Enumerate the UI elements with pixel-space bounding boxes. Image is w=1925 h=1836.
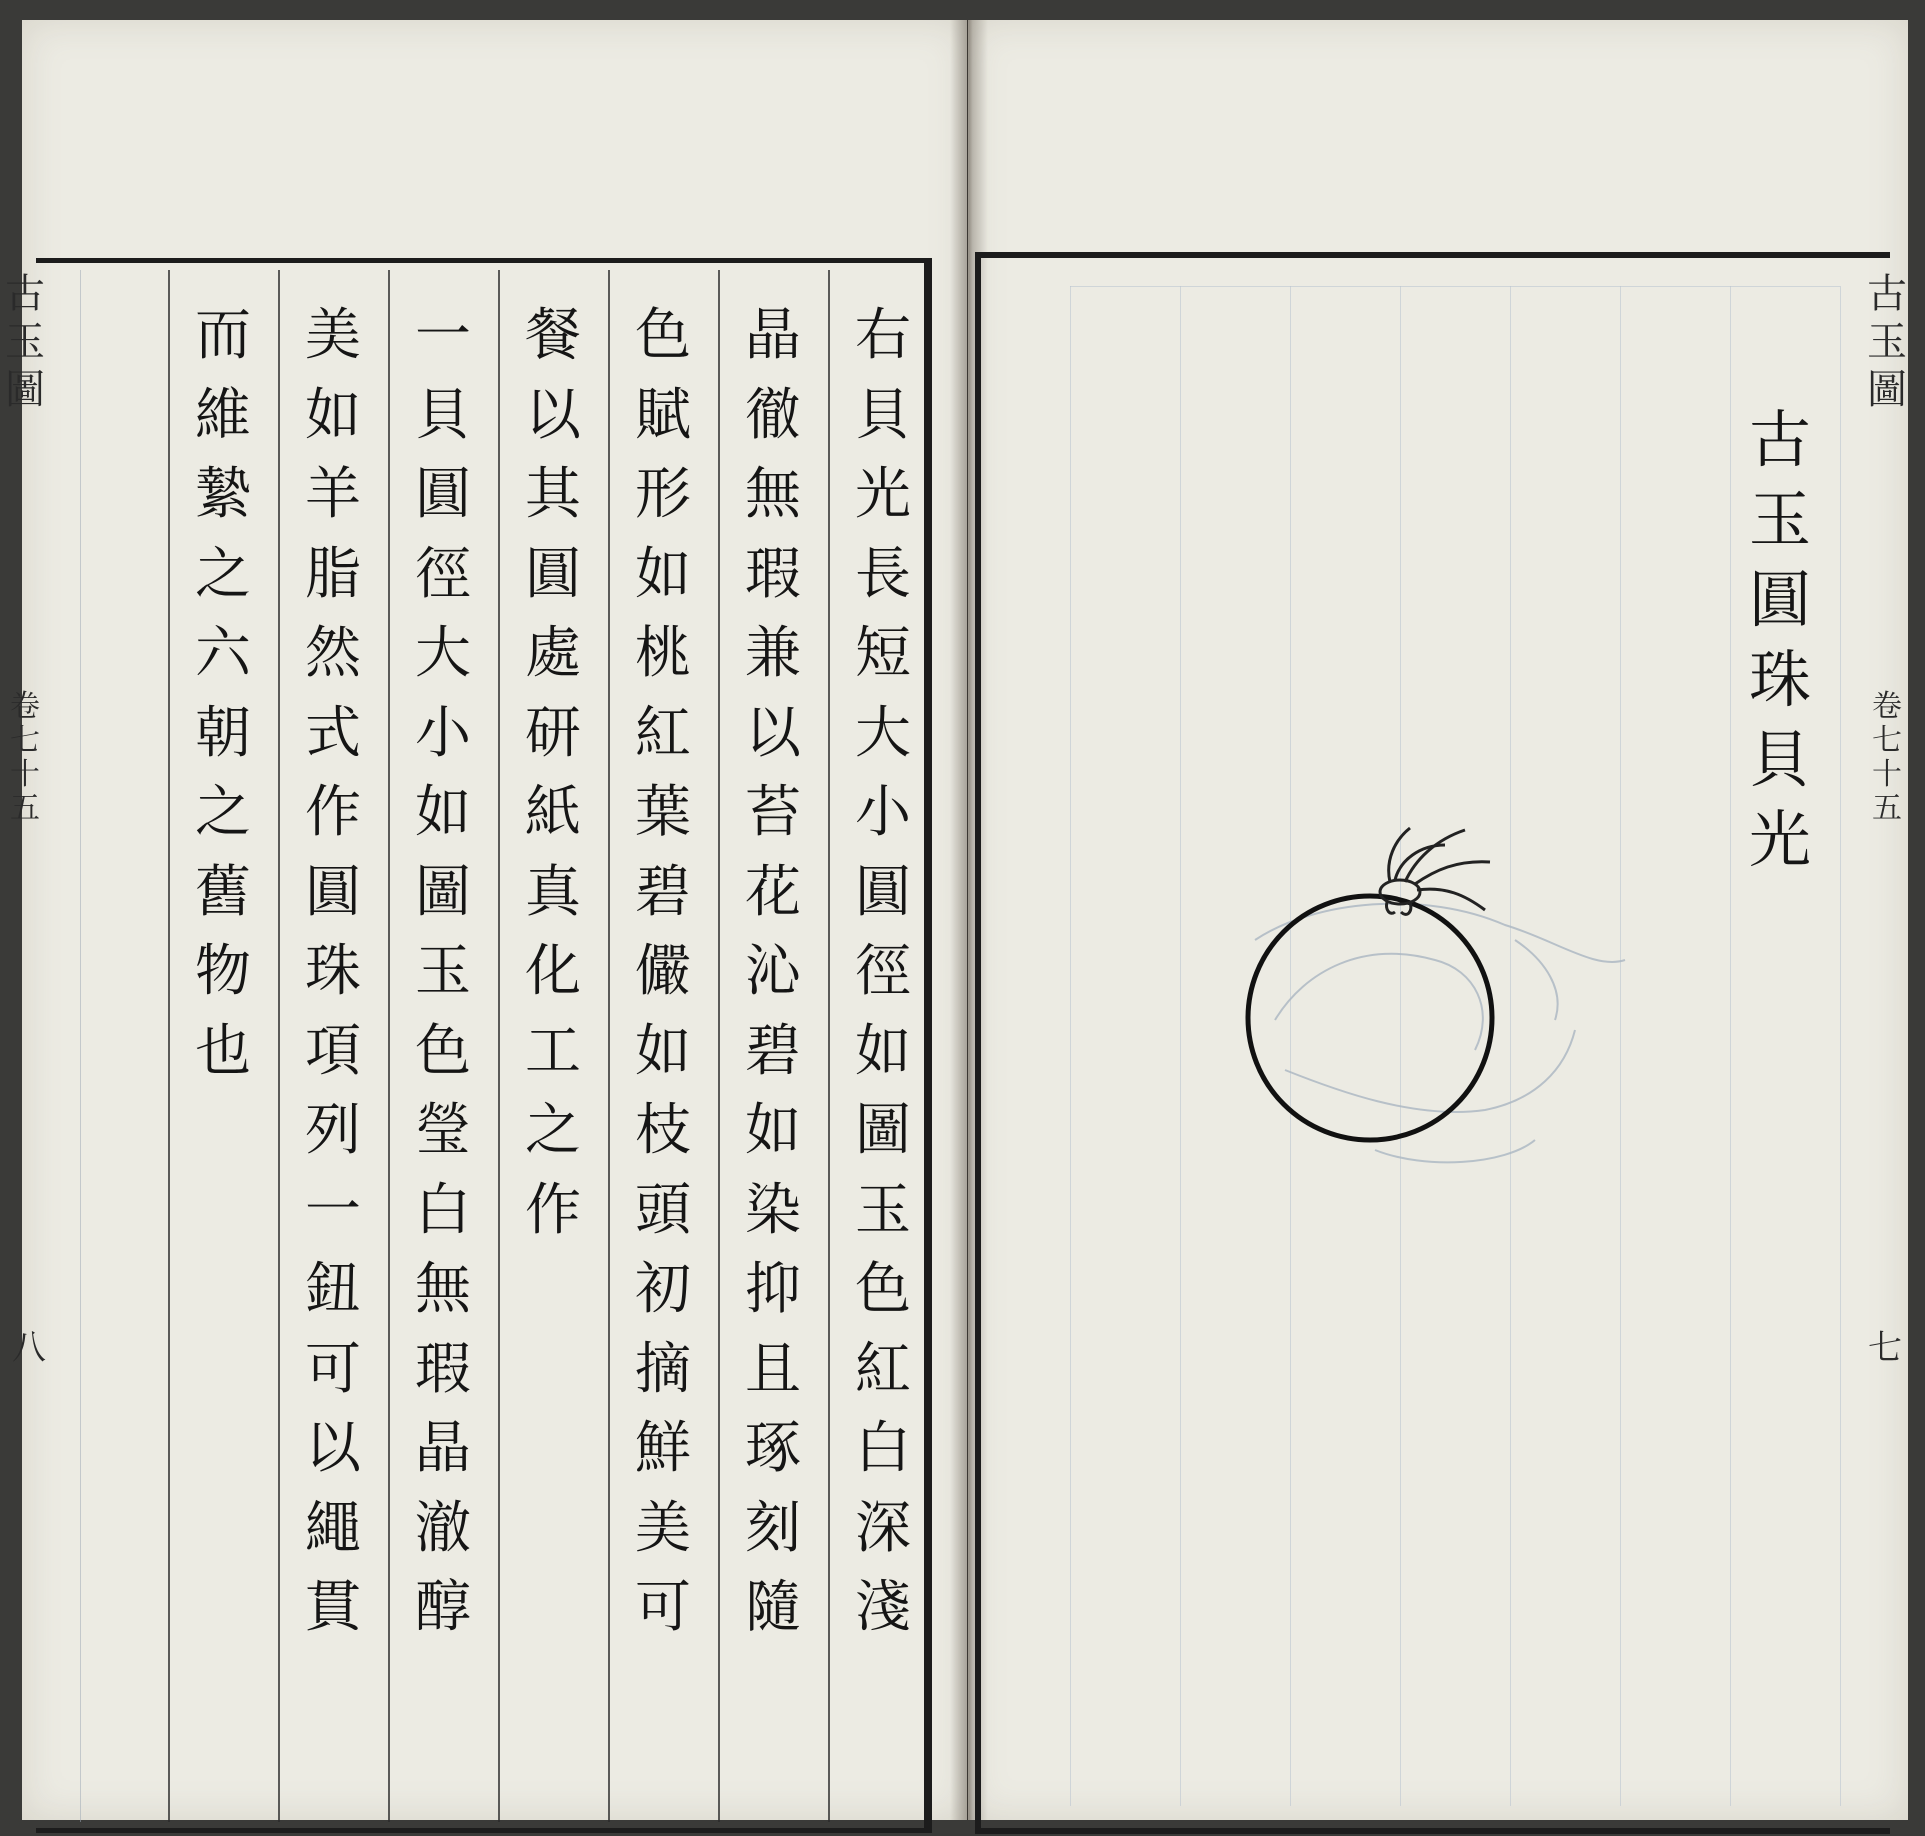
text-character: 貝: [415, 382, 471, 448]
text-column-6: [278, 270, 388, 1822]
text-column-7: [168, 270, 278, 1822]
text-character: 貫: [305, 1575, 361, 1640]
text-character: 列: [305, 1098, 361, 1163]
text-character: 大: [855, 700, 911, 766]
text-character: 晶: [745, 303, 801, 368]
text-character: 無: [745, 462, 801, 527]
left-margin-page: 八: [12, 1328, 46, 1368]
text-character: 儼: [635, 939, 691, 1004]
text-character: 摘: [635, 1336, 691, 1402]
text-character: 作: [525, 1177, 581, 1243]
text-character: 小: [855, 780, 911, 845]
text-character: 長: [855, 541, 911, 607]
margin-character: 五: [10, 791, 40, 826]
text-character: 朝: [195, 700, 251, 766]
text-character: 鮮: [635, 1416, 691, 1481]
text-character: 光: [855, 462, 911, 527]
title-character: 光: [1748, 803, 1811, 876]
text-character: 碧: [745, 1018, 801, 1084]
text-character: 縶: [195, 462, 251, 527]
margin-character: 古: [1867, 271, 1907, 317]
margin-character: 七: [10, 723, 40, 758]
text-character: 淺: [855, 1575, 911, 1640]
text-character: 花: [745, 859, 801, 925]
text-character: 美: [305, 303, 361, 368]
text-character: 圓: [415, 462, 471, 527]
text-character: 徑: [855, 939, 911, 1004]
margin-character: 七: [1872, 723, 1902, 758]
text-character: 沁: [745, 939, 801, 1004]
text-character: 物: [195, 939, 251, 1004]
text-character: 化: [525, 939, 581, 1004]
text-character: 枝: [635, 1098, 691, 1163]
title-character: 玉: [1748, 483, 1811, 556]
text-character: 圖: [415, 859, 471, 925]
text-character: 紅: [635, 700, 691, 766]
text-character: 色: [635, 303, 691, 368]
margin-character: 玉: [5, 319, 45, 365]
text-character: 頭: [635, 1177, 691, 1243]
text-character: 右: [855, 303, 911, 368]
text-character: 其: [525, 462, 581, 527]
text-column-2: [718, 270, 828, 1822]
text-character: 碧: [635, 859, 691, 925]
text-character: 玉: [855, 1177, 911, 1243]
text-character: 深: [855, 1495, 911, 1561]
text-character: 白: [415, 1177, 471, 1243]
text-character: 刻: [745, 1495, 801, 1561]
text-character: 染: [745, 1177, 801, 1243]
text-character: 羊: [305, 462, 361, 527]
text-character: 貝: [855, 382, 911, 448]
title-character: 貝: [1748, 723, 1811, 796]
text-column-4: [498, 270, 608, 1822]
margin-character: 卷: [10, 689, 40, 724]
text-character: 且: [745, 1336, 801, 1402]
right-margin-page: 七: [1868, 1328, 1902, 1368]
margin-character: 十: [1872, 757, 1902, 792]
text-column-1: [828, 270, 938, 1822]
text-character: 如: [415, 780, 471, 845]
margin-character: 圖: [1867, 367, 1907, 413]
right-page-title: [1740, 400, 1820, 880]
margin-character: 十: [10, 757, 40, 792]
text-character: 玉: [415, 939, 471, 1004]
text-character: 色: [855, 1257, 911, 1322]
text-character: 白: [855, 1416, 911, 1481]
text-character: 舊: [195, 859, 251, 925]
text-character: 小: [415, 700, 471, 766]
text-character: 圓: [525, 541, 581, 607]
text-character: 可: [305, 1336, 361, 1402]
text-character: 瑩: [415, 1098, 471, 1163]
text-character: 瑕: [745, 541, 801, 607]
text-character: 賦: [635, 382, 691, 448]
text-character: 短: [855, 621, 911, 686]
text-character: 圓: [855, 859, 911, 925]
text-character: 色: [415, 1018, 471, 1084]
text-column-5: [388, 270, 498, 1822]
text-character: 圓: [305, 859, 361, 925]
margin-character: 古: [5, 271, 45, 317]
text-character: 葉: [635, 780, 691, 845]
text-character: 式: [305, 700, 361, 766]
left-margin-volume: [0, 690, 50, 826]
left-margin-title: [0, 270, 50, 414]
title-character: 圓: [1748, 563, 1811, 636]
text-character: 作: [305, 780, 361, 845]
text-character: 可: [635, 1575, 691, 1640]
text-character: 如: [635, 541, 691, 607]
right-margin-volume: [1862, 690, 1912, 826]
text-character: 抑: [745, 1257, 801, 1322]
text-character: 鈕: [305, 1257, 361, 1322]
text-character: 六: [195, 621, 251, 686]
text-character: 如: [745, 1098, 801, 1163]
text-character: 無: [415, 1257, 471, 1322]
text-character: 脂: [305, 541, 361, 607]
text-character: 以: [305, 1416, 361, 1481]
text-character: 之: [195, 780, 251, 845]
text-character: 繩: [305, 1495, 361, 1561]
text-character: 處: [525, 621, 581, 686]
text-character: 紙: [525, 780, 581, 845]
text-character: 一: [415, 303, 471, 368]
text-character: 圖: [855, 1098, 911, 1163]
text-character: 隨: [745, 1575, 801, 1640]
text-character: 如: [855, 1018, 911, 1084]
margin-character: 卷: [1872, 689, 1902, 724]
text-character: 徑: [415, 541, 471, 607]
round-bead-pendant-illustration: [1195, 820, 1695, 1224]
text-character: 大: [415, 621, 471, 686]
text-character: 瑕: [415, 1336, 471, 1402]
text-character: 醇: [415, 1575, 471, 1640]
text-character: 之: [525, 1098, 581, 1163]
text-character: 形: [635, 462, 691, 527]
text-character: 餐: [525, 303, 581, 368]
text-character: 晶: [415, 1416, 471, 1481]
title-character: 珠: [1748, 643, 1811, 716]
text-character: 而: [195, 303, 251, 368]
text-character: 如: [635, 1018, 691, 1084]
text-character: 琢: [745, 1416, 801, 1481]
text-character: 然: [305, 621, 361, 686]
text-character: 之: [195, 541, 251, 607]
margin-character: 玉: [1867, 319, 1907, 365]
text-character: 以: [525, 382, 581, 448]
text-column-3: [608, 270, 718, 1822]
margin-character: 圖: [5, 367, 45, 413]
text-character: 紅: [855, 1336, 911, 1402]
text-character: 苔: [745, 780, 801, 845]
text-character: 珠: [305, 939, 361, 1004]
text-character: 以: [745, 700, 801, 766]
text-character: 初: [635, 1257, 691, 1322]
text-character: 一: [305, 1177, 361, 1243]
text-character: 澈: [415, 1495, 471, 1561]
text-character: 徹: [745, 382, 801, 448]
text-character: 維: [195, 382, 251, 448]
text-character: 研: [525, 700, 581, 766]
right-margin-title: [1862, 270, 1912, 414]
text-character: 工: [525, 1018, 581, 1084]
text-character: 美: [635, 1495, 691, 1561]
text-character: 兼: [745, 621, 801, 686]
text-character: 桃: [635, 621, 691, 686]
title-character: 古: [1748, 403, 1811, 476]
text-character: 項: [305, 1018, 361, 1084]
text-character: 也: [195, 1018, 251, 1084]
text-character: 真: [525, 859, 581, 925]
margin-character: 五: [1872, 791, 1902, 826]
text-character: 如: [305, 382, 361, 448]
left-text-block: [60, 270, 920, 1822]
